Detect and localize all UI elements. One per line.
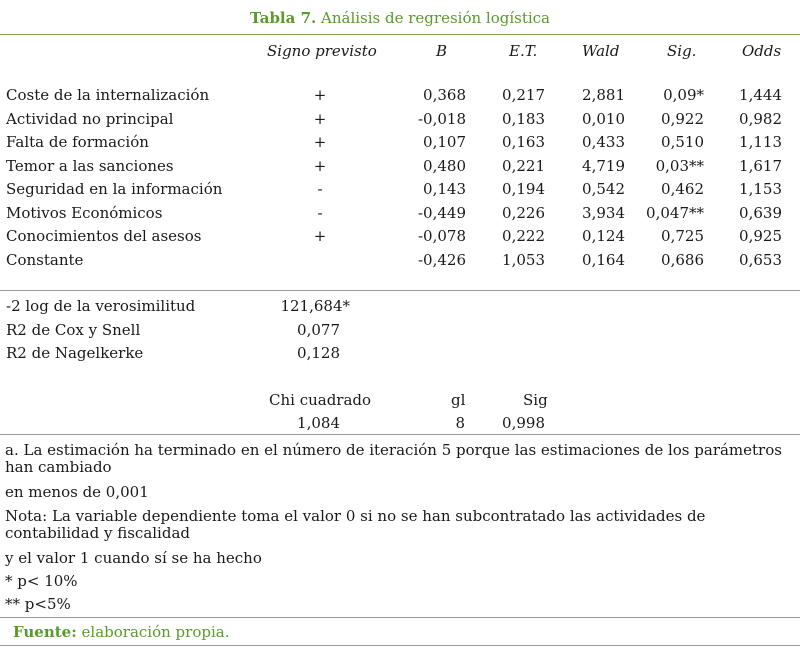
source-text: elaboración propia. [81,623,230,641]
cell-et: 0,226 [502,204,545,222]
note-line: * p< 10% [5,572,78,590]
source-rule [0,617,800,618]
chi-header: Chi cuadrado [269,391,372,409]
chi-value: 1,084 [297,414,340,432]
cell-name: Falta de formación [6,133,149,151]
note-line: y el valor 1 cuando sí se ha hecho [5,549,262,567]
cell-wald: 0,164 [582,251,625,269]
bottom-rule [0,645,800,646]
cell-b: 0,480 [423,157,466,175]
cell-sig: 0,047** [646,204,704,222]
cell-sign: + [313,110,327,128]
note-line: a. La estimación ha terminado en el número de iteración 5 porque las estimaciones de los parámetros han cambiado [5,441,782,476]
cell-name: Actividad no principal [6,110,174,128]
cell-et: 1,053 [502,251,545,269]
cell-b: -0,449 [417,204,466,222]
cell-sig: 0,462 [661,180,704,198]
header-signo: Signo previsto [267,42,377,60]
note-line: en menos de 0,001 [5,483,149,501]
cell-b: 0,143 [423,180,466,198]
table-title [0,9,800,27]
cell-odds: 0,925 [739,227,782,245]
cell-b: 0,107 [423,133,466,151]
cell-sig: 0,725 [661,227,704,245]
header-et: E.T. [509,42,538,60]
cell-b: 0,368 [423,86,466,104]
cell-name: Coste de la internalización [6,86,210,104]
cell-et: 0,221 [502,157,545,175]
cell-name: Temor a las sanciones [6,157,174,175]
header-sig: Sig. [667,42,697,60]
cell-odds: 1,113 [739,133,782,151]
cell-odds: 0,653 [739,251,782,269]
cell-name: Constante [6,251,84,269]
cell-b: -0,078 [417,227,466,245]
cell-sign: + [313,133,327,151]
cell-odds: 1,444 [739,86,782,104]
cell-sig: 0,922 [661,110,704,128]
fit-value: 0,077 [297,321,340,339]
cell-odds: 0,982 [739,110,782,128]
gl-value: 8 [455,414,465,432]
sig-header: Sig [523,391,548,409]
fit-name: R2 de Cox y Snell [6,321,141,339]
cell-wald: 0,010 [582,110,625,128]
cell-wald: 0,124 [582,227,625,245]
cell-odds: 1,617 [739,157,782,175]
header-b: B [436,42,448,60]
note-line: ** p<5% [5,595,71,613]
sig-value: 0,998 [502,414,545,432]
cell-sig: 0,510 [661,133,704,151]
cell-et: 0,222 [502,227,545,245]
cell-odds: 1,153 [739,180,782,198]
fit-value: 121,684* [280,297,350,315]
cell-name: Motivos Económicos [6,204,163,222]
fit-name: R2 de Nagelkerke [6,344,144,362]
title-rule [0,34,800,35]
note-line: Nota: La variable dependiente toma el valor 0 si no se han subcontratado las actividades de contabilidad y fiscalidad [5,507,706,542]
cell-wald: 3,934 [582,204,625,222]
cell-et: 0,217 [502,86,545,104]
cell-et: 0,194 [502,180,545,198]
cell-et: 0,183 [502,110,545,128]
gl-header: gl [451,391,466,409]
cell-sign: - [317,180,323,198]
source-label: Fuente: [13,623,77,641]
cell-sign: + [313,227,327,245]
cell-name: Conocimientos del asesos [6,227,202,245]
notes-rule [0,434,800,435]
cell-sign: + [313,157,327,175]
cell-odds: 0,639 [739,204,782,222]
fit-rule [0,290,800,291]
cell-b: -0,426 [417,251,466,269]
fit-name: -2 log de la verosimilitud [6,297,196,315]
cell-sig: 0,03** [655,157,704,175]
cell-et: 0,163 [502,133,545,151]
cell-wald: 4,719 [582,157,625,175]
cell-wald: 0,542 [582,180,625,198]
source-note [13,623,229,641]
header-wald: Wald [582,42,620,60]
table-title-label: Tabla 7. [250,9,317,27]
cell-sign: - [317,204,323,222]
cell-name: Seguridad en la información [6,180,223,198]
header-odds: Odds [742,42,782,60]
cell-b: -0,018 [417,110,466,128]
fit-value: 0,128 [297,344,340,362]
cell-sign: + [313,86,327,104]
cell-wald: 2,881 [582,86,625,104]
table-title-text: Análisis de regresión logística [321,9,550,27]
cell-sig: 0,09* [663,86,704,104]
cell-wald: 0,433 [582,133,625,151]
cell-sig: 0,686 [661,251,704,269]
